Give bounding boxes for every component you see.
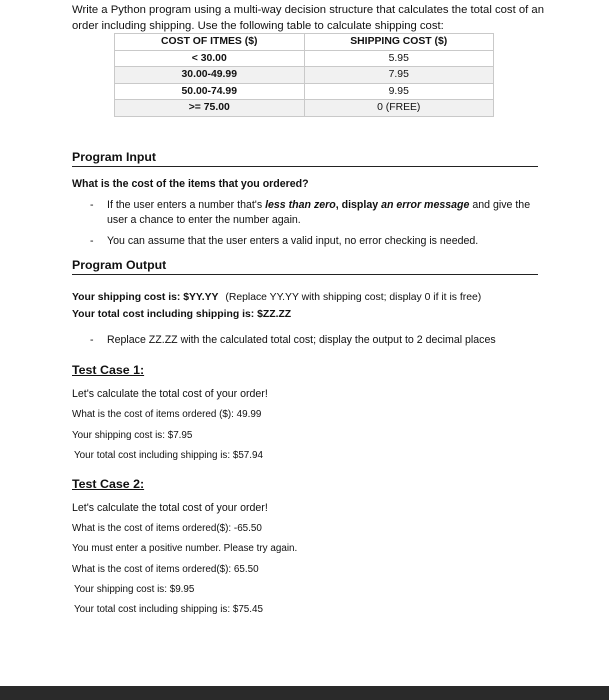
test-case-line: Your shipping cost is: $7.95 bbox=[72, 430, 193, 441]
table-row bbox=[115, 50, 494, 67]
bullet-text: Replace ZZ.ZZ with the calculated total cost; display the output to 2 decimal places bbox=[107, 334, 496, 346]
table-cell-shipping: 0 (FREE) bbox=[304, 100, 494, 117]
test-case-line: What is the cost of items ordered ($): 49.99 bbox=[72, 409, 262, 420]
intro-text: Write a Python program using a multi-way decision structure that calculates the total cost of an order including shipping. Use the following table to calculate shipping cost: bbox=[72, 4, 544, 32]
test-case-line: Let's calculate the total cost of your order! bbox=[72, 388, 268, 400]
table-cell-cost: 30.00-49.99 bbox=[115, 67, 305, 84]
output-shipping-note: (Replace YY.YY with shipping cost; display 0 if it is free) bbox=[225, 292, 482, 303]
test-case-line: Your total cost including shipping is: $57.94 bbox=[74, 450, 264, 461]
output-bullet bbox=[90, 333, 538, 348]
bullet-text: You can assume that the user enters a valid input, no error checking is needed. bbox=[107, 235, 479, 247]
input-bullet-2 bbox=[90, 234, 538, 249]
table-row bbox=[115, 67, 494, 84]
table-cell-shipping: 7.95 bbox=[304, 67, 494, 84]
table-row bbox=[115, 100, 494, 117]
table-header-row bbox=[115, 34, 494, 51]
table-cell-shipping: 5.95 bbox=[304, 50, 494, 67]
table-header-cost: COST OF ITMES ($) bbox=[115, 34, 305, 51]
test-case-line: You must enter a positive number. Please try again. bbox=[72, 543, 298, 554]
program-output-heading: Program Output bbox=[72, 258, 538, 275]
test-case-2-title: Test Case 2: bbox=[72, 477, 145, 491]
table-cell-cost: >= 75.00 bbox=[115, 100, 305, 117]
test-case-line: Your shipping cost is: $9.95 bbox=[74, 584, 195, 595]
test-case-line: What is the cost of items ordered($): -65.50 bbox=[72, 523, 262, 534]
bullet-text-part: , display bbox=[335, 199, 382, 211]
test-case-line: Your total cost including shipping is: $75.45 bbox=[74, 604, 264, 615]
output-line-2 bbox=[72, 309, 291, 320]
table-cell-shipping: 9.95 bbox=[304, 83, 494, 100]
bullet-dash: - bbox=[90, 199, 94, 211]
footer-bar bbox=[0, 686, 609, 700]
test-case-line: What is the cost of items ordered($): 65.50 bbox=[72, 564, 259, 575]
bullet-text bbox=[107, 198, 538, 228]
test-case-line: Let's calculate the total cost of your order! bbox=[72, 502, 268, 514]
table-header-shipping: SHIPPING COST ($) bbox=[304, 34, 494, 51]
bullet-dash: - bbox=[90, 334, 94, 346]
bullet-text-part: If the user enters a number that's bbox=[107, 199, 266, 211]
test-case-1-title: Test Case 1: bbox=[72, 363, 145, 377]
output-shipping-format: Your shipping cost is: $YY.YY bbox=[72, 292, 219, 303]
table-row bbox=[115, 83, 494, 100]
input-bullet-1 bbox=[90, 198, 538, 228]
table-cell-cost: < 30.00 bbox=[115, 50, 305, 67]
output-total-format: Your total cost including shipping is: $ZZ.ZZ bbox=[72, 309, 292, 320]
shipping-cost-table bbox=[114, 33, 494, 117]
table-cell-cost: 50.00-74.99 bbox=[115, 83, 305, 100]
output-line-1 bbox=[72, 292, 481, 303]
bullet-dash: - bbox=[90, 235, 94, 247]
bullet-emphasis: an error message bbox=[381, 199, 470, 211]
program-input-heading: Program Input bbox=[72, 150, 538, 167]
bullet-text-part: and give the user a chance to enter the number again. bbox=[107, 199, 531, 226]
bullet-emphasis: less than zero bbox=[265, 199, 336, 211]
input-question: What is the cost of the items that you ordered? bbox=[72, 178, 309, 190]
